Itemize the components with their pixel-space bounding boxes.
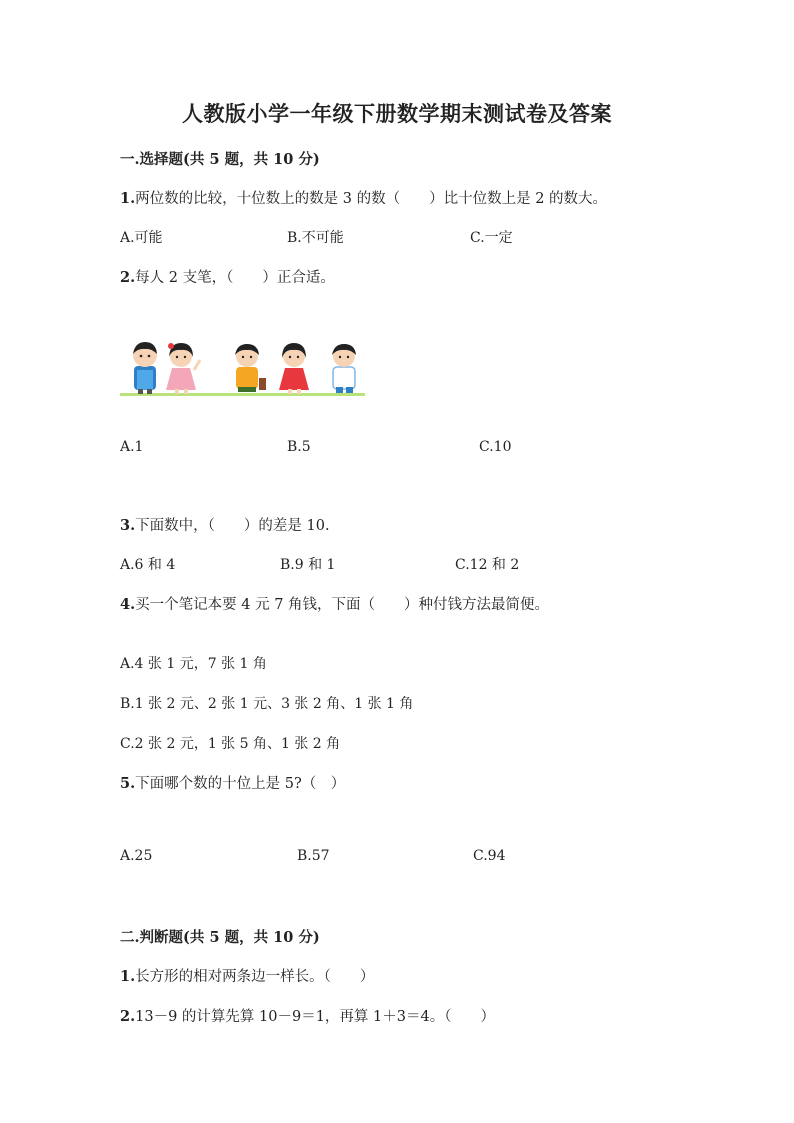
question-text: 每人 2 支笔，（ ）正合适。 — [135, 270, 335, 286]
children-illustration — [120, 340, 365, 400]
option-b: B.不可能 — [287, 230, 344, 246]
judgment-question-1 — [120, 965, 374, 986]
option-a: A.25 — [120, 848, 153, 864]
boy-figure-1 — [133, 342, 157, 394]
question-number: 4. — [120, 596, 136, 613]
question-number: 2. — [120, 1008, 136, 1025]
question-3 — [120, 514, 330, 535]
question-number: 2. — [120, 269, 136, 286]
question-text: 13－9 的计算先算 10－9＝1，再算 1＋3＝4。（ ） — [135, 1009, 495, 1025]
option-c: C.2 张 2 元，1 张 5 角、1 张 2 角 — [120, 736, 341, 752]
option-b: B.1 张 2 元、2 张 1 元、3 张 2 角、1 张 1 角 — [120, 696, 414, 712]
question-text: 买一个笔记本要 4 元 7 角钱，下面（ ）种付钱方法最简便。 — [135, 597, 550, 613]
question-4 — [120, 593, 549, 614]
girl-figure-2 — [279, 343, 309, 394]
ground-strip — [120, 393, 365, 396]
question-text: 长方形的相对两条边一样长。（ ） — [135, 969, 375, 985]
option-c: C.10 — [479, 439, 512, 455]
question-number: 1. — [120, 968, 136, 985]
option-c: C.12 和 2 — [455, 557, 520, 573]
question-1 — [120, 187, 607, 208]
option-a: A.6 和 4 — [120, 557, 176, 573]
question-number: 3. — [120, 517, 136, 534]
question-text: 两位数的比较，十位数上的数是 3 的数（ ）比十位数上是 2 的数大。 — [135, 191, 608, 207]
question-number: 1. — [120, 190, 136, 207]
boy-figure-2 — [235, 344, 266, 392]
question-text: 下面哪个数的十位上是 5?（ ） — [135, 776, 346, 792]
page-title: 人教版小学一年级下册数学期末测试卷及答案 — [182, 101, 612, 126]
option-a: A.1 — [120, 439, 144, 455]
option-b: B.5 — [287, 439, 311, 455]
option-c: C.94 — [473, 848, 506, 864]
option-b: B.57 — [297, 848, 330, 864]
girl-figure-1 — [166, 343, 200, 394]
question-text: 下面数中，（ ）的差是 10. — [135, 518, 330, 534]
option-a: A.4 张 1 元，7 张 1 角 — [120, 656, 267, 672]
judgment-question-2 — [120, 1005, 495, 1026]
option-a: A.可能 — [120, 230, 163, 246]
question-2 — [120, 266, 335, 287]
question-number: 5. — [120, 775, 136, 792]
section-heading-judgment: 二.判断题(共 5 题，共 10 分) — [120, 929, 320, 946]
question-5 — [120, 772, 345, 793]
option-c: C.一定 — [470, 230, 513, 246]
boy-figure-3 — [332, 344, 356, 393]
section-heading-choice: 一.选择题(共 5 题，共 10 分) — [120, 151, 320, 168]
option-b: B.9 和 1 — [280, 557, 336, 573]
